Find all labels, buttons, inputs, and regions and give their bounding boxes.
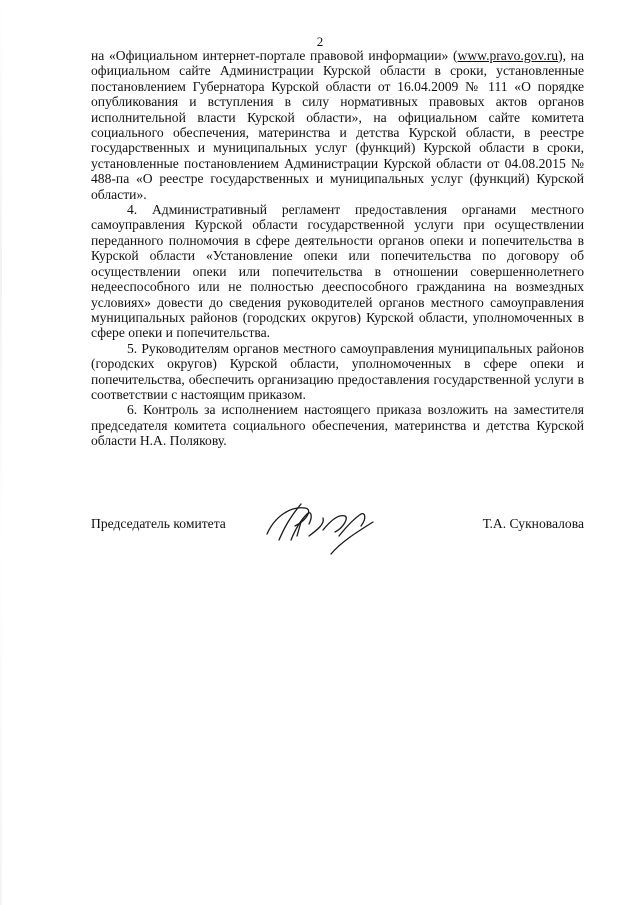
scan-edge <box>0 0 2 905</box>
document-body <box>91 48 584 449</box>
paragraph-4: 4. Административный регламент предоставления органами местного самоуправления Курской области государственной услуги при осуществлении переданного полномочия в сфере деятельности органов опеки и попечительства в Курской области «Установление опеки или попечительства по договору об осуществлении опеки или попечительства в отношении совершеннолетнего недееспособного или не полностью дееспособного гражданина на возмездных условиях» довести до сведения руководителей органов местного самоуправления муниципальных районов (городских округов) Курской области, уполномоченных в сфере опеки и попечительства. <box>91 202 584 341</box>
paragraph-5: 5. Руководителям органов местного самоуправления муниципальных районов (городских округов) Курской области, уполномоченных в сфере опеки и попечительства, обеспечить организацию предоставления государственной услуги в соответствии с настоящим приказом. <box>91 340 584 402</box>
signer-name: Т.А. Сукновалова <box>482 516 584 531</box>
paragraph-6: 6. Контроль за исполнением настоящего приказа возложить на заместителя председателя комитета социального обеспечения, материнства и детства Курской области Н.А. Полякову. <box>91 402 584 449</box>
handwritten-signature <box>261 496 381 558</box>
pravo-gov-link[interactable]: www.pravo.gov.ru <box>457 48 559 63</box>
page-number: 2 <box>316 34 324 49</box>
signature-block <box>91 516 584 556</box>
signer-title: Председатель комитета <box>91 516 226 531</box>
paragraph-continuation-end: ), на официальном сайте Администрации Курской области в сроки, установленные постановлением Губернатора Курской области от 16.04.2009 № 111 «О порядке опубликования и вступления в силу нормативных правовых актов органов исполнительной власти Курской области», на официальном сайте комитета социального обеспечения, материнства и детства Курской области, в реестре государственных и муниципальных услуг (функций) Курской области в сроки, установленные постановлением Администрации Курской области от 04.08.2015 № 488-па «О реестре государственных и муниципальных услуг (функций) Курской области». <box>91 48 584 202</box>
paragraph-continuation <box>91 48 584 202</box>
paragraph-continuation-start: на «Официальном интернет-портале правовой информации» ( <box>91 48 458 63</box>
